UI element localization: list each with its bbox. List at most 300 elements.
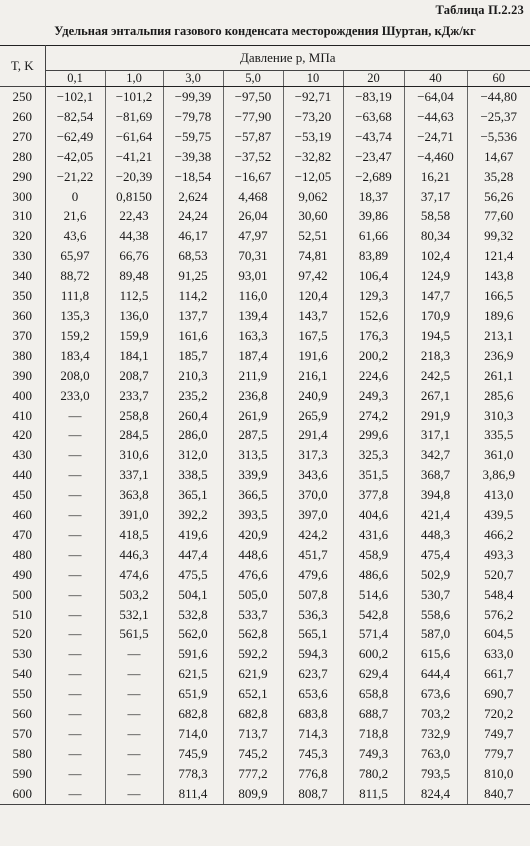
temperature-cell: 320 xyxy=(0,226,45,246)
enthalpy-cell: 121,4 xyxy=(484,248,514,264)
enthalpy-cell: 208,7 xyxy=(105,366,163,386)
enthalpy-cell: −5,536 xyxy=(480,128,518,144)
enthalpy-cell: 397,0 xyxy=(283,505,343,525)
table-row xyxy=(0,306,530,326)
enthalpy-cell: 600,2 xyxy=(343,644,404,664)
enthalpy-cell: −2,689 xyxy=(343,167,404,187)
table-row xyxy=(0,545,530,565)
pressure-header-cell: 20 xyxy=(343,71,404,87)
table-row xyxy=(0,425,530,445)
enthalpy-cell: 9,062 xyxy=(283,187,343,207)
table-row xyxy=(0,585,530,605)
enthalpy-cell: 299,6 xyxy=(343,425,404,445)
temperature-cell: 300 xyxy=(0,187,45,207)
enthalpy-cell: 571,4 xyxy=(343,624,404,644)
pressure-values-row xyxy=(0,71,530,87)
enthalpy-cell: 474,6 xyxy=(105,565,163,585)
enthalpy-cell: −82,54 xyxy=(45,107,105,127)
enthalpy-cell: 421,4 xyxy=(404,505,467,525)
enthalpy-cell: −44,80 xyxy=(480,89,518,104)
pressure-header-cell: 10 xyxy=(283,71,343,87)
enthalpy-cell: 200,2 xyxy=(343,346,404,366)
enthalpy-cell: 77,60 xyxy=(484,208,514,224)
enthalpy-cell: 194,5 xyxy=(404,326,467,346)
temperature-cell: 430 xyxy=(0,445,45,465)
enthalpy-cell: 80,34 xyxy=(404,226,467,246)
enthalpy-cell: 44,38 xyxy=(105,226,163,246)
enthalpy-cell: 503,2 xyxy=(105,585,163,605)
enthalpy-cell: 70,31 xyxy=(223,246,283,266)
enthalpy-cell: 267,1 xyxy=(404,386,467,406)
enthalpy-cell: 682,8 xyxy=(223,704,283,724)
enthalpy-cell: 542,8 xyxy=(343,605,404,625)
table-row xyxy=(0,744,530,764)
enthalpy-cell: 532,8 xyxy=(163,605,223,625)
enthalpy-cell: 0 xyxy=(45,187,105,207)
enthalpy-cell: 745,2 xyxy=(223,744,283,764)
temperature-cell: 310 xyxy=(0,206,45,226)
enthalpy-cell: 562,0 xyxy=(163,624,223,644)
enthalpy-cell: 112,5 xyxy=(105,286,163,306)
enthalpy-cell: 124,9 xyxy=(404,266,467,286)
enthalpy-cell: −57,87 xyxy=(223,127,283,147)
enthalpy-cell: 65,97 xyxy=(45,246,105,266)
enthalpy-cell: −24,71 xyxy=(404,127,467,147)
enthalpy-cell: 548,4 xyxy=(484,586,514,602)
enthalpy-cell: 43,6 xyxy=(45,226,105,246)
enthalpy-cell: 213,1 xyxy=(484,327,514,343)
enthalpy-cell: 137,7 xyxy=(163,306,223,326)
table-body xyxy=(0,87,530,805)
enthalpy-cell: — xyxy=(105,724,163,744)
enthalpy-cell: 777,2 xyxy=(223,764,283,784)
enthalpy-cell: 466,2 xyxy=(484,526,514,542)
enthalpy-cell: −39,38 xyxy=(163,147,223,167)
enthalpy-table xyxy=(0,45,530,805)
enthalpy-cell: 530,7 xyxy=(404,585,467,605)
enthalpy-cell: 260,4 xyxy=(163,406,223,426)
enthalpy-cell: 163,3 xyxy=(223,326,283,346)
table-row xyxy=(0,286,530,306)
table-row xyxy=(0,505,530,525)
enthalpy-cell: 16,21 xyxy=(404,167,467,187)
table-row xyxy=(0,664,530,684)
enthalpy-cell: 604,5 xyxy=(484,626,514,642)
enthalpy-cell: −73,20 xyxy=(283,107,343,127)
enthalpy-cell: 47,97 xyxy=(223,226,283,246)
enthalpy-cell: −61,64 xyxy=(105,127,163,147)
enthalpy-cell: 210,3 xyxy=(163,366,223,386)
enthalpy-cell: 18,37 xyxy=(343,187,404,207)
enthalpy-cell: 152,6 xyxy=(343,306,404,326)
table-row xyxy=(0,87,530,107)
enthalpy-cell: 284,5 xyxy=(105,425,163,445)
enthalpy-cell: 732,9 xyxy=(404,724,467,744)
enthalpy-cell: 703,2 xyxy=(404,704,467,724)
enthalpy-cell: −44,63 xyxy=(404,107,467,127)
enthalpy-cell: 102,4 xyxy=(404,246,467,266)
enthalpy-cell: 120,4 xyxy=(283,286,343,306)
table-row xyxy=(0,386,530,406)
enthalpy-cell: −83,19 xyxy=(343,87,404,107)
enthalpy-cell: 111,8 xyxy=(45,286,105,306)
enthalpy-cell: 116,0 xyxy=(223,286,283,306)
enthalpy-cell: 291,4 xyxy=(283,425,343,445)
enthalpy-cell: 486,6 xyxy=(343,565,404,585)
enthalpy-cell: — xyxy=(45,784,105,804)
enthalpy-cell: 317,1 xyxy=(404,425,467,445)
enthalpy-cell: 661,7 xyxy=(484,666,514,682)
enthalpy-cell: 824,4 xyxy=(404,784,467,804)
enthalpy-cell: 811,4 xyxy=(163,784,223,804)
enthalpy-cell: 135,3 xyxy=(45,306,105,326)
enthalpy-cell: −53,19 xyxy=(283,127,343,147)
enthalpy-cell: 591,6 xyxy=(163,644,223,664)
enthalpy-cell: 310,3 xyxy=(484,407,514,423)
enthalpy-cell: 208,0 xyxy=(45,366,105,386)
enthalpy-cell: 690,7 xyxy=(484,686,514,702)
enthalpy-cell: 97,42 xyxy=(283,266,343,286)
enthalpy-cell: 88,72 xyxy=(45,266,105,286)
enthalpy-cell: 68,53 xyxy=(163,246,223,266)
table-row xyxy=(0,127,530,147)
table-row xyxy=(0,147,530,167)
enthalpy-cell: — xyxy=(45,605,105,625)
enthalpy-cell: 161,6 xyxy=(163,326,223,346)
enthalpy-cell: 652,1 xyxy=(223,684,283,704)
enthalpy-cell: — xyxy=(105,744,163,764)
temperature-cell: 590 xyxy=(0,764,45,784)
temperature-cell: 370 xyxy=(0,326,45,346)
enthalpy-cell: 52,51 xyxy=(283,226,343,246)
enthalpy-cell: 532,1 xyxy=(105,605,163,625)
enthalpy-cell: 714,0 xyxy=(163,724,223,744)
enthalpy-cell: 167,5 xyxy=(283,326,343,346)
enthalpy-cell: 224,6 xyxy=(343,366,404,386)
enthalpy-cell: 565,1 xyxy=(283,624,343,644)
enthalpy-cell: 658,8 xyxy=(343,684,404,704)
enthalpy-cell: 325,3 xyxy=(343,445,404,465)
enthalpy-cell: 533,7 xyxy=(223,605,283,625)
enthalpy-cell: 337,1 xyxy=(105,465,163,485)
enthalpy-cell: 391,0 xyxy=(105,505,163,525)
enthalpy-cell: — xyxy=(45,545,105,565)
enthalpy-cell: −12,05 xyxy=(283,167,343,187)
enthalpy-cell: 338,5 xyxy=(163,465,223,485)
temperature-header-text: T, K xyxy=(10,58,34,73)
table-row xyxy=(0,465,530,485)
enthalpy-cell: — xyxy=(45,644,105,664)
enthalpy-cell: 35,28 xyxy=(484,168,514,184)
enthalpy-cell: 749,3 xyxy=(343,744,404,764)
temperature-cell: 510 xyxy=(0,605,45,625)
enthalpy-cell: 240,9 xyxy=(283,386,343,406)
temperature-cell: 380 xyxy=(0,346,45,366)
temperature-cell: 290 xyxy=(0,167,45,187)
enthalpy-cell: 3,86,9 xyxy=(482,467,515,483)
enthalpy-cell: 236,8 xyxy=(223,386,283,406)
temperature-cell: 530 xyxy=(0,644,45,664)
enthalpy-cell: — xyxy=(45,624,105,644)
enthalpy-cell: 176,3 xyxy=(343,326,404,346)
enthalpy-cell: 258,8 xyxy=(105,406,163,426)
enthalpy-cell: 507,8 xyxy=(283,585,343,605)
enthalpy-cell: 446,3 xyxy=(105,545,163,565)
temperature-cell: 440 xyxy=(0,465,45,485)
enthalpy-cell: 714,3 xyxy=(283,724,343,744)
enthalpy-cell: 2,624 xyxy=(163,187,223,207)
enthalpy-cell: −102,1 xyxy=(45,87,105,107)
enthalpy-cell: 418,5 xyxy=(105,525,163,545)
enthalpy-cell: 365,1 xyxy=(163,485,223,505)
enthalpy-cell: −77,90 xyxy=(223,107,283,127)
enthalpy-cell: 368,7 xyxy=(404,465,467,485)
enthalpy-cell: 749,7 xyxy=(484,726,514,741)
table-row xyxy=(0,326,530,346)
enthalpy-cell: — xyxy=(45,764,105,784)
enthalpy-cell: 265,9 xyxy=(283,406,343,426)
enthalpy-cell: 83,89 xyxy=(343,246,404,266)
enthalpy-cell: 74,81 xyxy=(283,246,343,266)
enthalpy-cell: −92,71 xyxy=(283,87,343,107)
enthalpy-cell: 558,6 xyxy=(404,605,467,625)
enthalpy-cell: 629,4 xyxy=(343,664,404,684)
enthalpy-cell: 159,9 xyxy=(105,326,163,346)
enthalpy-cell: 99,32 xyxy=(484,228,514,244)
table-row xyxy=(0,764,530,784)
enthalpy-cell: −97,50 xyxy=(223,87,283,107)
enthalpy-cell: 37,17 xyxy=(404,187,467,207)
enthalpy-cell: 810,0 xyxy=(484,765,514,781)
pressure-header-cell: 60 xyxy=(467,71,530,87)
pressure-header-cell: 3,0 xyxy=(163,71,223,87)
enthalpy-cell: 394,8 xyxy=(404,485,467,505)
enthalpy-cell: −32,82 xyxy=(283,147,343,167)
table-row xyxy=(0,624,530,644)
enthalpy-cell: 475,4 xyxy=(404,545,467,565)
enthalpy-cell: 763,0 xyxy=(404,744,467,764)
temperature-cell: 470 xyxy=(0,525,45,545)
enthalpy-cell: 313,5 xyxy=(223,445,283,465)
enthalpy-cell: −43,74 xyxy=(343,127,404,147)
enthalpy-cell: 166,5 xyxy=(484,288,514,304)
enthalpy-cell: 673,6 xyxy=(404,684,467,704)
enthalpy-cell: — xyxy=(45,465,105,485)
enthalpy-cell: 159,2 xyxy=(45,326,105,346)
enthalpy-cell: 776,8 xyxy=(283,764,343,784)
table-row xyxy=(0,784,530,804)
temperature-cell: 360 xyxy=(0,306,45,326)
enthalpy-cell: 14,67 xyxy=(484,148,514,164)
enthalpy-cell: 370,0 xyxy=(283,485,343,505)
enthalpy-cell: 366,5 xyxy=(223,485,283,505)
temperature-cell: 560 xyxy=(0,704,45,724)
enthalpy-cell: 392,2 xyxy=(163,505,223,525)
enthalpy-cell: −23,47 xyxy=(343,147,404,167)
enthalpy-cell: −21,22 xyxy=(45,167,105,187)
enthalpy-cell: 351,5 xyxy=(343,465,404,485)
enthalpy-cell: −101,2 xyxy=(105,87,163,107)
pressure-header-cell: 5,0 xyxy=(223,71,283,87)
enthalpy-cell: 779,7 xyxy=(484,745,514,761)
table-row xyxy=(0,704,530,724)
temperature-cell: 540 xyxy=(0,664,45,684)
enthalpy-cell: 476,6 xyxy=(223,565,283,585)
enthalpy-cell: 291,9 xyxy=(404,406,467,426)
enthalpy-cell: 317,3 xyxy=(283,445,343,465)
temperature-cell: 450 xyxy=(0,485,45,505)
enthalpy-cell: 30,60 xyxy=(283,206,343,226)
enthalpy-cell: 809,9 xyxy=(223,784,283,804)
enthalpy-cell: 363,8 xyxy=(105,485,163,505)
table-row xyxy=(0,206,530,226)
enthalpy-cell: −79,78 xyxy=(163,107,223,127)
enthalpy-cell: 129,3 xyxy=(343,286,404,306)
temperature-cell: 390 xyxy=(0,366,45,386)
enthalpy-cell: 285,6 xyxy=(484,387,514,403)
enthalpy-cell: 377,8 xyxy=(343,485,404,505)
enthalpy-cell: 89,48 xyxy=(105,266,163,286)
enthalpy-cell: 592,2 xyxy=(223,644,283,664)
temperature-cell: 550 xyxy=(0,684,45,704)
temperature-cell: 340 xyxy=(0,266,45,286)
enthalpy-cell: 235,2 xyxy=(163,386,223,406)
enthalpy-cell: 811,5 xyxy=(343,784,404,804)
enthalpy-cell: 621,9 xyxy=(223,664,283,684)
enthalpy-cell: 479,6 xyxy=(283,565,343,585)
enthalpy-cell: −63,68 xyxy=(343,107,404,127)
enthalpy-cell: 66,76 xyxy=(105,246,163,266)
enthalpy-cell: — xyxy=(105,704,163,724)
enthalpy-cell: 505,0 xyxy=(223,585,283,605)
enthalpy-cell: −41,21 xyxy=(105,147,163,167)
enthalpy-cell: −81,69 xyxy=(105,107,163,127)
enthalpy-cell: 745,3 xyxy=(283,744,343,764)
enthalpy-cell: 447,4 xyxy=(163,545,223,565)
enthalpy-cell: 793,5 xyxy=(404,764,467,784)
enthalpy-cell: 562,8 xyxy=(223,624,283,644)
temperature-cell: 330 xyxy=(0,246,45,266)
enthalpy-cell: 26,04 xyxy=(223,206,283,226)
enthalpy-cell: 233,0 xyxy=(45,386,105,406)
enthalpy-cell: 183,4 xyxy=(45,346,105,366)
enthalpy-cell: 361,0 xyxy=(484,447,514,463)
enthalpy-cell: 623,7 xyxy=(283,664,343,684)
enthalpy-cell: 514,6 xyxy=(343,585,404,605)
table-row xyxy=(0,684,530,704)
temperature-cell: 260 xyxy=(0,107,45,127)
pressure-header-cell: 1,0 xyxy=(105,71,163,87)
enthalpy-cell: 39,86 xyxy=(343,206,404,226)
enthalpy-cell: 147,7 xyxy=(404,286,467,306)
temperature-cell: 420 xyxy=(0,425,45,445)
enthalpy-cell: 651,9 xyxy=(163,684,223,704)
enthalpy-cell: 187,4 xyxy=(223,346,283,366)
table-row xyxy=(0,187,530,207)
enthalpy-cell: — xyxy=(45,425,105,445)
table-row xyxy=(0,226,530,246)
enthalpy-cell: 419,6 xyxy=(163,525,223,545)
enthalpy-cell: 587,0 xyxy=(404,624,467,644)
enthalpy-cell: −59,75 xyxy=(163,127,223,147)
enthalpy-cell: 475,5 xyxy=(163,565,223,585)
temperature-cell: 270 xyxy=(0,127,45,147)
enthalpy-cell: 576,2 xyxy=(484,606,514,622)
enthalpy-cell: — xyxy=(45,724,105,744)
table-row xyxy=(0,485,530,505)
temperature-column-header xyxy=(0,46,45,87)
enthalpy-cell: 393,5 xyxy=(223,505,283,525)
temperature-cell: 250 xyxy=(0,87,45,107)
table-row xyxy=(0,246,530,266)
table-title: Удельная энтальпия газового конденсата месторождения Шуртан, кДж/кг xyxy=(54,24,476,38)
enthalpy-cell: 520,7 xyxy=(484,566,514,582)
enthalpy-cell: 139,4 xyxy=(223,306,283,326)
table-row xyxy=(0,525,530,545)
enthalpy-cell: 22,43 xyxy=(105,206,163,226)
temperature-cell: 350 xyxy=(0,286,45,306)
enthalpy-cell: 56,26 xyxy=(484,188,514,204)
enthalpy-cell: −4,460 xyxy=(404,147,467,167)
enthalpy-cell: −64,04 xyxy=(404,87,467,107)
enthalpy-cell: 633,0 xyxy=(484,646,514,662)
enthalpy-cell: 840,7 xyxy=(467,784,530,804)
enthalpy-cell: −16,67 xyxy=(223,167,283,187)
enthalpy-cell: −37,52 xyxy=(223,147,283,167)
enthalpy-cell: 114,2 xyxy=(163,286,223,306)
temperature-cell: 460 xyxy=(0,505,45,525)
enthalpy-cell: 191,6 xyxy=(283,346,343,366)
enthalpy-cell: 339,9 xyxy=(223,465,283,485)
pressure-group-header xyxy=(45,46,530,71)
enthalpy-cell: 61,66 xyxy=(343,226,404,246)
enthalpy-cell: 536,3 xyxy=(283,605,343,625)
enthalpy-cell: 621,5 xyxy=(163,664,223,684)
temperature-cell: 570 xyxy=(0,724,45,744)
enthalpy-cell: 448,3 xyxy=(404,525,467,545)
temperature-cell: 400 xyxy=(0,386,45,406)
enthalpy-cell: 404,6 xyxy=(343,505,404,525)
temperature-cell: 410 xyxy=(0,406,45,426)
enthalpy-cell: — xyxy=(45,525,105,545)
enthalpy-cell: −18,54 xyxy=(163,167,223,187)
enthalpy-cell: 594,3 xyxy=(283,644,343,664)
enthalpy-cell: 261,9 xyxy=(223,406,283,426)
enthalpy-cell: — xyxy=(45,585,105,605)
enthalpy-cell: −20,39 xyxy=(105,167,163,187)
enthalpy-cell: 718,8 xyxy=(343,724,404,744)
table-row xyxy=(0,107,530,127)
enthalpy-cell: 93,01 xyxy=(223,266,283,286)
enthalpy-cell: 58,58 xyxy=(404,206,467,226)
enthalpy-cell: −42,05 xyxy=(45,147,105,167)
enthalpy-cell: 448,6 xyxy=(223,545,283,565)
enthalpy-cell: 233,7 xyxy=(105,386,163,406)
enthalpy-cell: 143,7 xyxy=(283,306,343,326)
enthalpy-cell: 439,5 xyxy=(484,507,514,523)
enthalpy-cell: 343,6 xyxy=(283,465,343,485)
enthalpy-cell: — xyxy=(45,744,105,764)
enthalpy-cell: 458,9 xyxy=(343,545,404,565)
table-row xyxy=(0,266,530,286)
table-row xyxy=(0,346,530,366)
enthalpy-cell: 286,0 xyxy=(163,425,223,445)
enthalpy-cell: — xyxy=(45,664,105,684)
enthalpy-cell: 493,3 xyxy=(484,546,514,562)
enthalpy-cell: — xyxy=(45,684,105,704)
pressure-header-text: Давление p, МПа xyxy=(240,50,336,65)
temperature-cell: 580 xyxy=(0,744,45,764)
